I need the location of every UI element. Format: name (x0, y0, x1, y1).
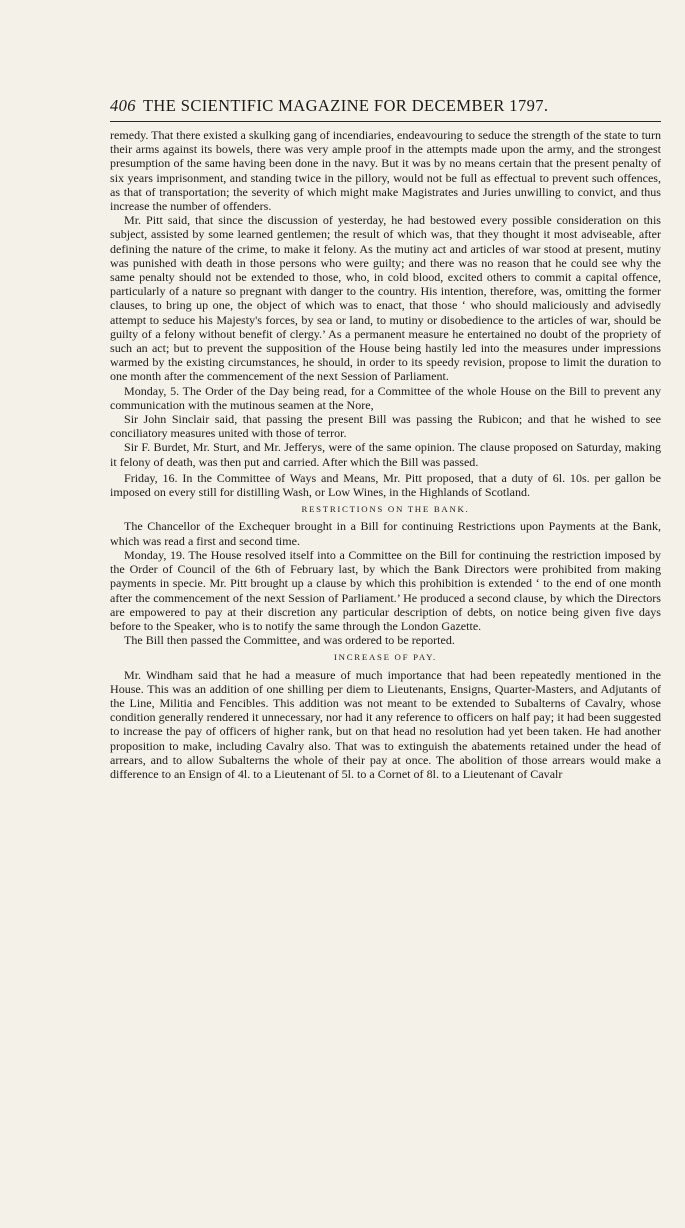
paragraph: remedy. That there existed a skulking gang of incendiaries, endeavouring to seduce the strength of the state to turn their arms against its bowels, there was very ample proof in the attempts made upon the army, and the strongest presumption of the same having been done in the navy. But it was by no means certain that the present penalty of six years imprisonment, and standing twice in the pillory, would not be full as effectual to prevent such offences, as that of transportation; the severity of which might make Magistrates and Juries unwilling to convict, and thus increase the number of offenders. (110, 128, 661, 214)
paragraph: The Bill then passed the Committee, and was ordered to be reported. (124, 633, 455, 648)
running-head (110, 96, 661, 116)
running-title: THE SCIENTIFIC MAGAZINE FOR DECEMBER 1797. (142, 96, 549, 115)
paragraph: Sir John Sinclair said, that passing the present Bill was passing the Rubicon; and that he wished to see conciliatory measures united with those of terror. (110, 412, 661, 441)
section-heading: RESTRICTIONS ON THE BANK. (301, 504, 470, 515)
section-heading: INCREASE OF PAY. (334, 652, 437, 663)
paragraph: Friday, 16. In the Committee of Ways and Means, Mr. Pitt proposed, that a duty of 6l. 10s. per gallon be imposed on every still for distilling Wash, or Low Wines, in the Highlands of Scotland. (110, 470, 661, 500)
paragraph: Monday, 19. The House resolved itself into a Committee on the Bill for continuing the restriction imposed by the Order of Council of the 6th of February last, by which the Bank Directors were prohibited from making payments in specie. Mr. Pitt brought up a clause by which this prohibition is extended ‘ to the end of one month after the commencement of the next Session of Parliament.’ He produced a second clause, by which the Directors are empowered to pay at their discretion any particular description of debts, on notice being given five days before to the Speaker, who is to notify the same through the London Gazette. (110, 547, 661, 633)
header-rule (110, 121, 661, 122)
page-number: 406 (110, 96, 136, 115)
paragraph: Monday, 5. The Order of the Day being read, for a Committee of the whole House on the Bill to prevent any communication with the mutinous seamen at the Nore, (110, 383, 661, 412)
paragraph: The Chancellor of the Exchequer brought in a Bill for continuing Restrictions upon Payments at the Bank, which was read a first and second time. (110, 519, 661, 548)
paragraph: Sir F. Burdet, Mr. Sturt, and Mr. Jefferys, were of the same opinion. The clause proposed on Saturday, making it felony of death, was then put and carried. After which the Bill was passed. (110, 440, 661, 469)
article-body (110, 128, 661, 781)
paragraph: Mr. Windham said that he had a measure of much importance that had been repeatedly mentioned in the House. This was an addition of one shilling per diem to Lieutenants, Ensigns, Quarter-Masters, and Adjutants of the Line, Militia and Fencibles. This addition was not meant to be extended to Subalterns of Cavalry, whose condition generally rendered it unnecessary, nor had it any reference to officers on half pay; it had been suggested to increase the pay of officers of higher rank, but on that head no resolution had yet been taken. He had another proposition to make, including Cavalry also. That was to extinguish the abatements retained under the head of arrears, and to allow Subalterns the whole of their pay at once. The abolition of those arrears would make a difference to an Ensign of 4l. to a Lieutenant of 5l. to a Cornet of 8l. to a Lieutenant of Cavalr (110, 667, 661, 781)
paragraph: Mr. Pitt said, that since the discussion of yesterday, he had bestowed every possible consideration on this subject, assisted by some learned gentlemen; the result of which was, that they thought it most adviseable, after defining the nature of the crime, to make it felony. As the mutiny act and articles of war stood at present, mutiny was punished with death in those persons who were guilty; and there was no reason that he could see why the same penalty should not be extended to those, who, in cold blood, excited others to commit a capital offence, particularly of a nature so pregnant with danger to the country. His intention, therefore, was, omitting the former clauses, to bring up one, the object of which was to enact, that those ‘ who should maliciously and advisedly attempt to seduce his Majesty's forces, by sea or land, to mutiny or disobedience to the articles of war, should be guilty of a felony without benefit of clergy.’ As a permanent measure he entertained no doubt of the propriety of such an act; but to prevent the supposition of the House being hastily led into the measures under impressions warmed by the existing circumstances, he should, in order to its speedy revision, propose to limit the duration to one month after the commencement of the next Session of Parliament. (110, 213, 661, 384)
